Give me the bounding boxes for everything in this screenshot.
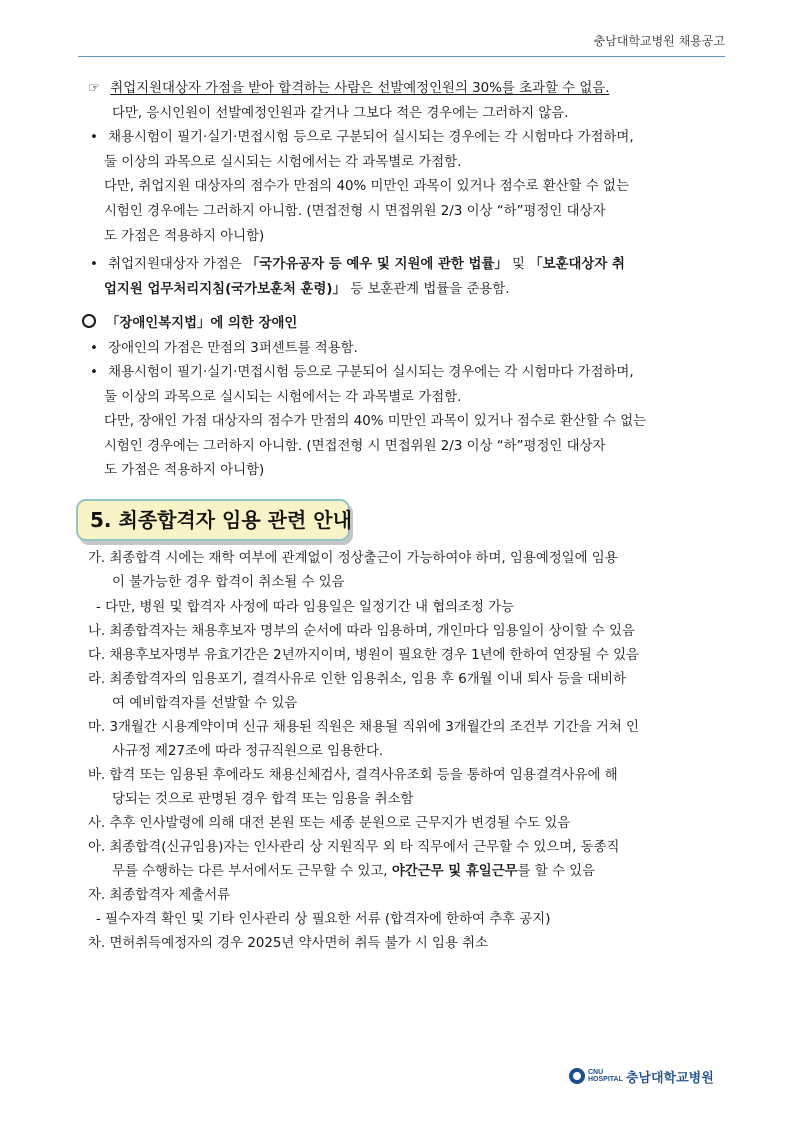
bullet-text: 및 (507, 257, 530, 272)
list-item-cont: 사규정 제27조에 따라 정규직원으로 임용한다. (112, 744, 384, 759)
list-sub-item: - 필수자격 확인 및 기타 인사관리 상 필요한 서류 (합격자에 한하여 추후 공지) (96, 912, 551, 927)
bullet-icon: • (90, 130, 98, 145)
bullet-item (90, 129, 634, 147)
bullet-text-cont: 둘 이상의 과목으로 실시되는 시험에서는 각 과목별로 가점함. (104, 155, 462, 170)
law-reference: 「국가유공자 등 예우 및 지원에 관한 법률」 (246, 257, 508, 272)
logo-english-line: CNU (588, 1069, 604, 1076)
bullet-icon: • (90, 257, 98, 272)
note-line (88, 80, 609, 98)
list-item-cont: 이 불가능한 경우 합격이 취소될 수 있음 (112, 575, 345, 590)
list-item-cont (112, 863, 595, 881)
bullet-text-cont: 시험인 경우에는 그러하지 아니함. (면접전형 시 면접위원 2/3 이상 “하”평정인 대상자 (104, 204, 606, 219)
bullet-text-cont: 시험인 경우에는 그러하지 아니함. (면접전형 시 면접위원 2/3 이상 “하”평정인 대상자 (104, 439, 606, 454)
list-item: 사. 추후 인사발령에 의해 대전 본원 또는 세종 분원으로 근무지가 변경될 수도 있음 (88, 816, 571, 831)
bullet-icon: • (90, 341, 98, 356)
bullet-text-cont: 다만, 취업지원 대상자의 점수가 만점의 40% 미만인 과목이 있거나 점수로 환산할 수 없는 (104, 179, 629, 194)
law-reference: 「보훈대상자 취 (529, 257, 625, 272)
subsection-heading-text: 「장애인복지법」에 의한 장애인 (106, 316, 298, 331)
bullet-item (90, 340, 358, 358)
list-item: 자. 최종합격자 제출서류 (88, 888, 231, 903)
logo-emblem-icon (569, 1068, 585, 1084)
list-item: 가. 최종합격 시에는 재학 여부에 관계없이 정상출근이 가능하여야 하며, 임용예정일에 임용 (88, 551, 618, 566)
bullet-text: 채용시험이 필기·실기·면접시험 등으로 구분되어 실시되는 경우에는 각 시험마다 가점하며, (108, 365, 634, 380)
list-item: 나. 최종합격자는 채용후보자 명부의 순서에 따라 임용하며, 개인마다 임용일이 상이할 수 있음 (88, 624, 635, 639)
bullet-text: 장애인의 가점은 만점의 3퍼센트를 적용함. (108, 341, 358, 356)
law-reference: 업지원 업무처리지침(국가보훈처 훈령)」 (104, 282, 346, 297)
list-item: 다. 채용후보자명부 유효기간은 2년까지이며, 병원이 필요한 경우 1년에 한하여 연장될 수 있음 (88, 648, 639, 663)
list-item-text: 무를 수행하는 다른 부서에서도 근무할 수 있고, (112, 864, 392, 879)
list-item: 바. 합격 또는 임용된 후에라도 채용신체검사, 결격사유조회 등을 통하여 임용결격사유에 해 (88, 768, 618, 783)
list-item: 아. 최종합격(신규임용)자는 인사관리 상 지원직무 외 타 직무에서 근무할 수 있으며, 동종직 (88, 840, 620, 855)
logo-english (588, 1069, 623, 1083)
logo-korean: 충남대학교병원 (625, 1070, 714, 1086)
header-divider (78, 56, 725, 57)
list-item-text: 를 할 수 있음 (517, 864, 596, 879)
bullet-text-cont: 다만, 장애인 가점 대상자의 점수가 만점의 40% 미만인 과목이 있거나 점수로 환산할 수 없는 (104, 414, 647, 429)
logo-english-line: HOSPITAL (588, 1076, 623, 1083)
document-header: 충남대학교병원 채용공고 (593, 34, 725, 48)
bullet-text-cont (104, 281, 510, 299)
bullet-text: 채용시험이 필기·실기·면접시험 등으로 구분되어 실시되는 경우에는 각 시험마다 가점하며, (108, 130, 634, 145)
subsection-heading (82, 314, 297, 333)
bullet-text-cont: 둘 이상의 과목으로 실시되는 시험에서는 각 과목별로 가점함. (104, 390, 462, 405)
note-text: 취업지원대상자 가점을 받아 합격하는 사람은 선발예정인원의 30%를 초과할 수 없음. (110, 81, 610, 96)
list-item-cont: 당되는 것으로 판명된 경우 합격 또는 임용을 취소함 (112, 792, 414, 807)
bullet-text: 등 보훈관계 법률을 준용함. (350, 282, 510, 297)
bullet-text-cont: 도 가점은 적용하지 아니함) (104, 463, 265, 478)
bullet-item (90, 256, 625, 274)
bullet-text-cont: 도 가점은 적용하지 아니함) (104, 229, 265, 244)
section-title: 5. 최종합격자 임용 관련 안내 (90, 508, 352, 532)
pointing-hand-icon: ☞ (88, 81, 101, 96)
list-item: 차. 면허취득예정자의 경우 2025년 약사면허 취득 불가 시 임용 취소 (88, 936, 489, 951)
bullet-item (90, 364, 634, 382)
emphasis-text: 야간근무 및 휴일근무 (391, 864, 518, 879)
list-item: 마. 3개월간 시용계약이며 신규 채용된 직원은 채용될 직위에 3개월간의 조건부 기간을 거쳐 인 (88, 720, 639, 735)
list-item: 라. 최종합격자의 임용포기, 결격사유로 인한 임용취소, 임용 후 6개월 이내 퇴사 등을 대비하 (88, 672, 627, 687)
note-sub: 다만, 응시인원이 선발예정인원과 같거나 그보다 적은 경우에는 그러하지 않음. (112, 106, 569, 121)
list-sub-item: - 다만, 병원 및 합격자 사정에 따라 임용일은 일정기간 내 협의조정 가능 (96, 600, 515, 615)
bullet-icon: • (90, 365, 98, 380)
list-item-cont: 여 예비합격자를 선발할 수 있음 (112, 696, 298, 711)
bullet-text: 취업지원대상자 가점은 (108, 257, 247, 272)
circle-icon (82, 314, 96, 328)
hospital-logo (569, 1066, 714, 1086)
